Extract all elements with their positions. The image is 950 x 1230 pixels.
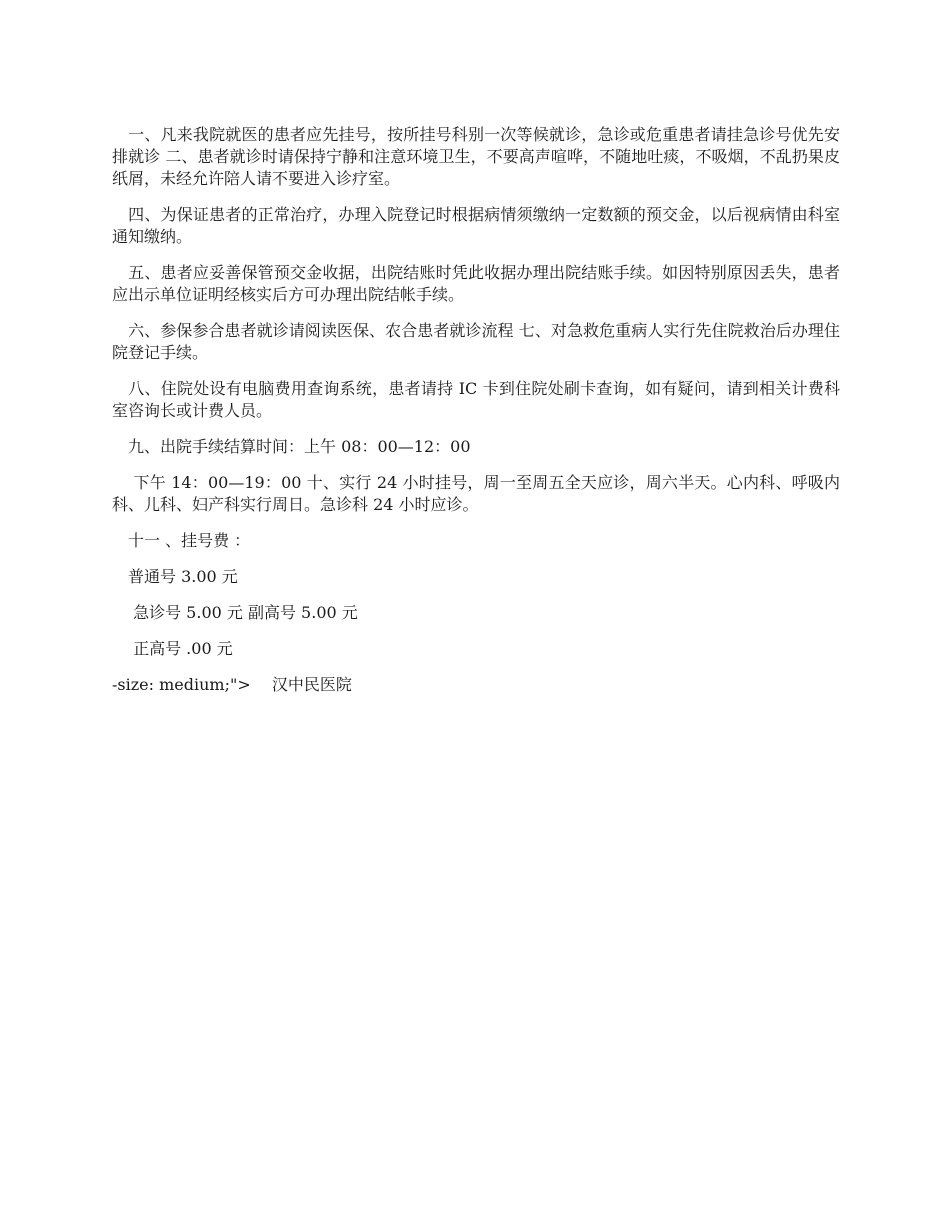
paragraph-discharge-time: 九、出院手续结算时间：上午 08：00—12：00 [112,437,471,456]
paragraph-admission-deposit: 四、为保证患者的正常治疗，办理入院登记时根据病情须缴纳一定数额的预交金，以后视病情由科室通知缴纳。 [112,205,840,246]
footer-hospital-name: -size: medium;"> 汉中民医院 [112,675,352,694]
fee-normal: 普通号 3.00 元 [112,567,238,586]
fee-emergency: 急诊号 5.00 元 副高号 5.00 元 [112,603,358,622]
fee-heading: 十一 、挂号费 ： [112,531,251,550]
paragraph-fee-query: 八、住院处设有电脑费用查询系统，患者请持 IC 卡到住院处刷卡查询，如有疑问，请到相关计费科室咨询长或计费人员。 [112,379,840,420]
document-body [112,124,840,674]
paragraph-insurance: 六、参保参合患者就诊请阅读医保、农合患者就诊流程 七、对急救危重病人实行先住院救治后办理住院登记手续。 [112,321,840,362]
paragraph-deposit-receipt: 五、患者应妥善保管预交金收据，出院结账时凭此收据办理出院结账手续。如因特别原因丢失，患者应出示单位证明经核实后方可办理出院结帐手续。 [112,263,840,304]
fee-senior: 正高号 .00 元 [112,639,233,658]
paragraph-afternoon-hours: 下午 14：00—19：00 十、实行 24 小时挂号，周一至周五全天应诊，周六半天。心内科、呼吸内科、儿科、妇产科实行周日。急诊科 24 小时应诊。 [112,473,840,514]
paragraph-registration: 一、凡来我院就医的患者应先挂号，按所挂号科别一次等候就诊，急诊或危重患者请挂急诊号优先安排就诊 二、患者就诊时请保持宁静和注意环境卫生，不要高声喧哗，不随地吐痰，不吸烟，不乱扔果皮纸屑，未经允许陪人请不要进入诊疗室。 [112,125,840,188]
